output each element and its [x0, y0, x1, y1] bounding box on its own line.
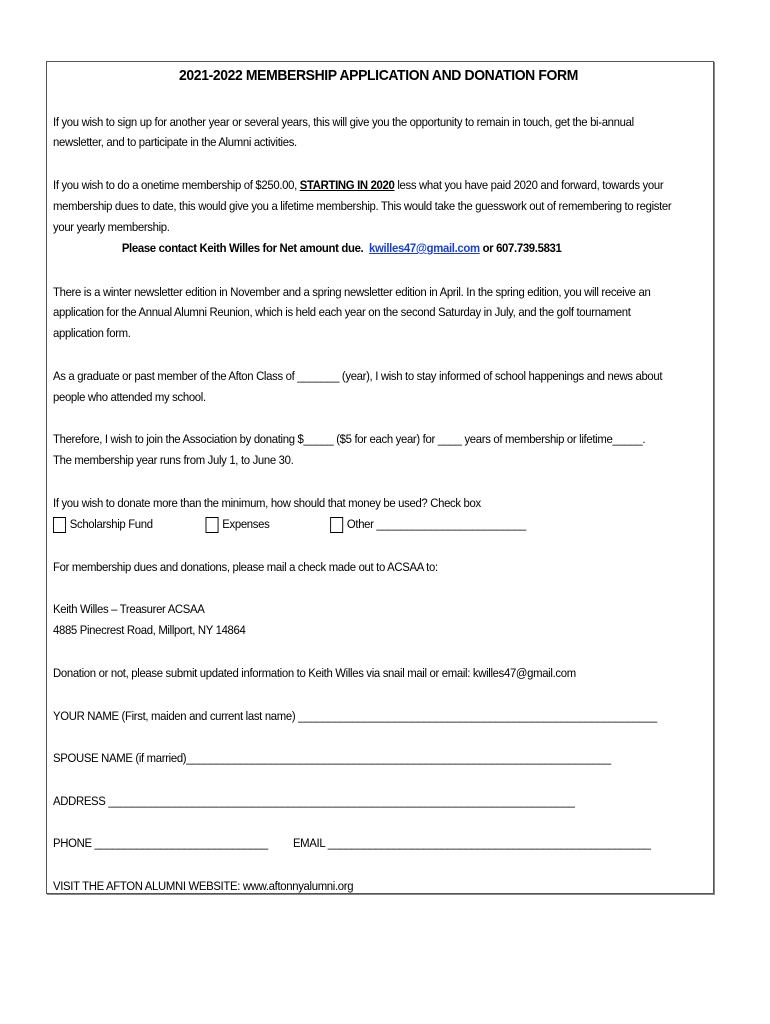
- lifetime-line-1: [53, 176, 663, 196]
- expenses-label: Expenses: [222, 517, 270, 531]
- form-title: 2021-2022 MEMBERSHIP APPLICATION AND DONATION FORM: [179, 67, 578, 84]
- newsletter-line-1: There is a winter newsletter edition in November and a spring newsletter edition in April. In the spring edition, you will receive an: [53, 285, 651, 299]
- lifetime-line-3: your yearly membership.: [53, 220, 170, 234]
- contact-phone: or 607.739.5831: [479, 241, 562, 255]
- scholarship-checkbox[interactable]: [53, 517, 66, 533]
- contact-email-link[interactable]: kwilles47@gmail.com: [369, 241, 480, 255]
- expenses-option[interactable]: [206, 515, 270, 535]
- newsletter-line-3: application form.: [53, 326, 131, 340]
- scholarship-label: Scholarship Fund: [69, 517, 153, 531]
- donate-more-line: If you wish to donate more than the minimum, how should that money be used? Check box: [53, 496, 481, 510]
- newsletter-line-2: application for the Annual Alumni Reunion, which is held each year on the second Saturday in July, and the golf tournament: [53, 305, 631, 319]
- phone-field[interactable]: PHONE _____________________________: [53, 836, 268, 850]
- use-of-funds-checkboxes: [53, 515, 704, 535]
- scholarship-option[interactable]: [53, 515, 153, 535]
- graduate-line-2: people who attended my school.: [53, 390, 206, 404]
- intro-line-2: newsletter, and to participate in the Alumni activities.: [53, 135, 297, 149]
- mail-intro-line: For membership dues and donations, please mail a check made out to ACSAA to:: [53, 560, 438, 574]
- other-option[interactable]: [330, 515, 526, 535]
- mailing-address-line: 4885 Pinecrest Road, Millport, NY 14864: [53, 623, 246, 637]
- email-field[interactable]: EMAIL ______________________________________________________: [292, 836, 651, 850]
- intro-line-1: If you wish to sign up for another year or several years, this will give you the opportunity to remain in touch, get the bi-annual: [53, 115, 634, 129]
- spouse-name-field[interactable]: SPOUSE NAME (if married)_______________________________________________________________________: [53, 751, 611, 765]
- donating-line-1: Therefore, I wish to join the Association by donating $_____ ($5 for each year) for ____ years of membership or lifetime_____.: [53, 432, 646, 446]
- contact-line: [122, 239, 562, 259]
- your-name-field[interactable]: YOUR NAME (First, maiden and current last name) ____________________________________________________________: [53, 709, 657, 723]
- other-checkbox[interactable]: [330, 517, 343, 533]
- contact-text: Please contact Keith Willes for Net amount due.: [121, 241, 364, 255]
- graduate-line-1: As a graduate or past member of the Afton Class of _______ (year), I wish to stay informed of school happenings and news about: [53, 369, 663, 383]
- address-field[interactable]: ADDRESS ______________________________________________________________________________: [53, 794, 575, 808]
- other-label: Other _________________________: [346, 517, 526, 531]
- lifetime-post: less what you have paid 2020 and forward, towards your: [394, 178, 664, 192]
- website-line: VISIT THE AFTON ALUMNI WEBSITE: www.aftonnyalumni.org: [53, 879, 354, 893]
- submit-info-line: Donation or not, please submit updated information to Keith Willes via snail mail or email: kwilles47@gmail.com: [53, 666, 576, 680]
- starting-2020: STARTING IN 2020: [299, 178, 395, 192]
- lifetime-pre: If you wish to do a onetime membership of $250.00,: [53, 178, 300, 192]
- donating-line-2: The membership year runs from July 1, to June 30.: [53, 453, 294, 467]
- lifetime-line-2: membership dues to date, this would give you a lifetime membership. This would take the guesswork out of remembering to register: [53, 199, 672, 213]
- treasurer-line: Keith Willes – Treasurer ACSAA: [53, 602, 205, 616]
- expenses-checkbox[interactable]: [206, 517, 219, 533]
